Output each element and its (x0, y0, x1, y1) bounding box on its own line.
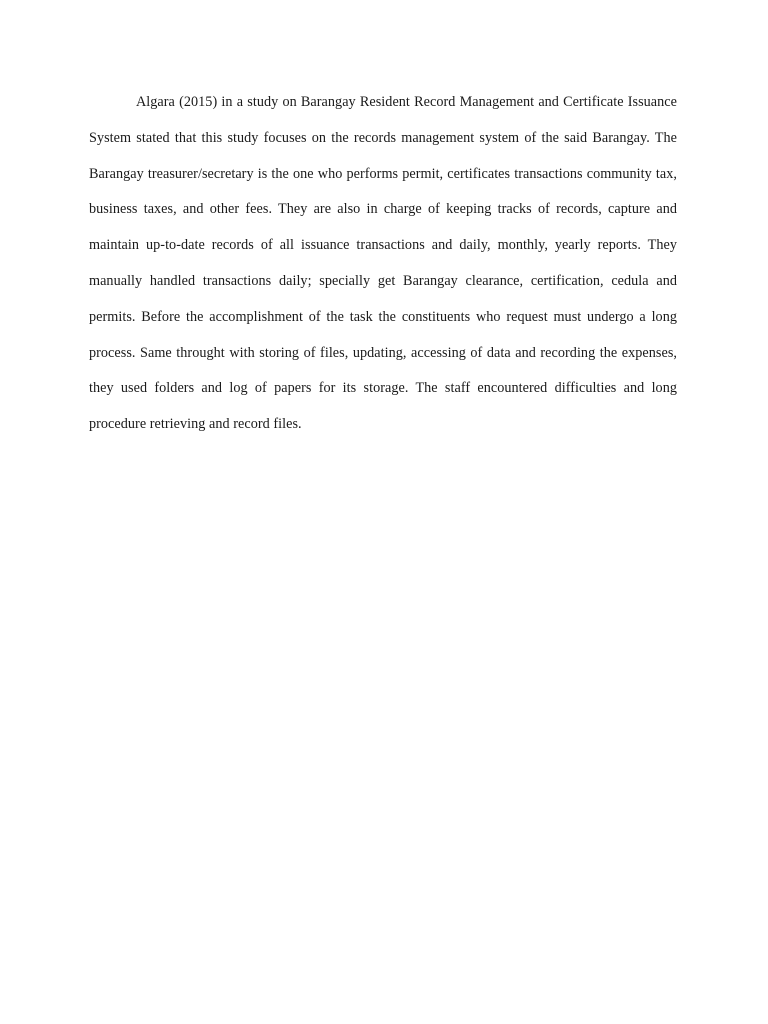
body-paragraph: Algara (2015) in a study on Barangay Resident Record Management and Certificate Issuance System stated that this study focuses on the records management system of the said Barangay. The Barangay treasurer/secretary is the one who performs permit, certificates transactions community tax, business taxes, and other fees. They are also in charge of keeping tracks of records, capture and maintain up-to-date records of all issuance transactions and daily, monthly, yearly reports. They manually handled transactions daily; specially get Barangay clearance, certification, cedula and permits. Before the accomplishment of the task the constituents who request must undergo a long process. Same throught with storing of files, updating, accessing of data and recording the expenses, they used folders and log of papers for its storage. The staff encountered difficulties and long procedure retrieving and record files. (89, 94, 677, 433)
